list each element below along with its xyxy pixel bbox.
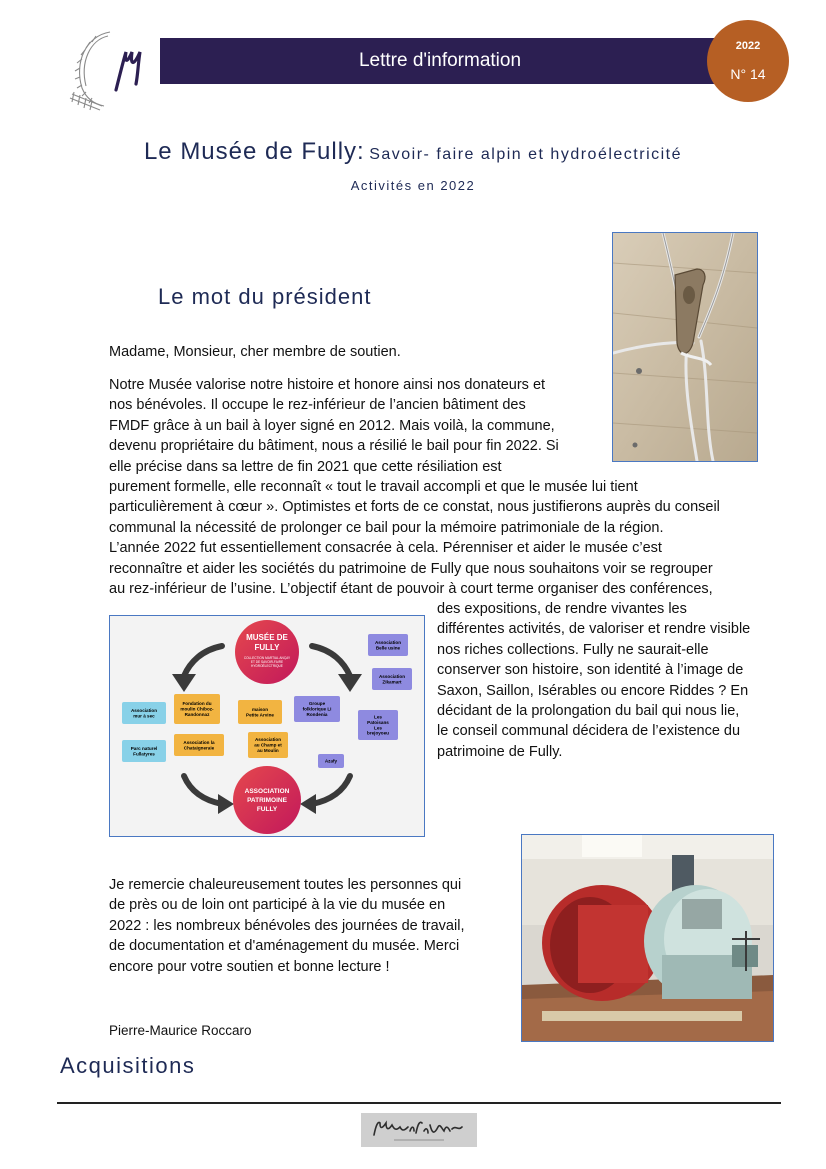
association-box-label: Association <box>130 707 158 713</box>
museum-circle-label: COLLECTION MARTIAL ANÇAY <box>243 656 291 660</box>
text-line: différentes activités, de valoriser et rendre visible <box>437 621 751 638</box>
association-box-label: Groupe <box>308 701 326 707</box>
text-line: de documentation et d'aménagement du musée. Merci <box>109 938 460 955</box>
association-box <box>238 700 282 724</box>
issue-badge <box>707 20 789 102</box>
museum-circle-label: HYDROÉLECTRIQUE <box>251 664 283 668</box>
president-paragraph-1 <box>109 375 720 599</box>
museum-circle-label: FULLY <box>254 643 280 652</box>
newsletter-banner <box>160 38 720 84</box>
president-heading: Le mot du président <box>158 284 372 309</box>
text-line: 2022 : les nombreux bénévoles des journées de travail, <box>109 917 465 934</box>
text-line: nos bénévoles. Il occupe le rez-inférieur de l’ancien bâtiment des <box>109 397 526 414</box>
association-box <box>174 734 224 756</box>
association-box-label: Association la <box>183 739 215 745</box>
association-box-label: au Moulin <box>257 748 279 753</box>
association-box <box>358 710 398 740</box>
activities-subtitle: Activités en 2022 <box>350 178 476 193</box>
association-box-label: Les <box>374 714 382 720</box>
text-line: L’année 2022 fut essentiellement consacrée à cela. Pérenniser et aider le musée c’est <box>109 540 662 557</box>
issue-number: N° 14 <box>730 66 766 82</box>
text-line: purement formelle, elle reconnaît « tout le travail accompli et que le musée lui tient <box>109 479 638 496</box>
museum-title: Le Musée de Fully: <box>143 138 365 165</box>
president-paragraph-2 <box>109 875 464 977</box>
text-line: conserver son histoire, son identité à l’image de <box>437 662 744 679</box>
association-box-label: Association <box>374 639 402 645</box>
text-line: FMDF grâce à un bail à loyer signé en 2012. Mais voilà, la commune, <box>109 417 555 434</box>
association-box <box>368 634 408 656</box>
museum-circle <box>235 620 299 684</box>
association-circle-label: ASSOCIATION <box>244 788 290 795</box>
association-box-label: Rondenia <box>306 712 328 717</box>
association-box-label: Patoisans <box>367 719 389 725</box>
arrow-bottom-left <box>184 776 222 804</box>
text-line: le conseil communal décidera de l’existence du <box>437 723 741 740</box>
association-box <box>318 754 344 768</box>
association-box-label: Petite Arvine <box>246 712 274 718</box>
association-box-label: Belle usine <box>375 645 401 651</box>
association-box-label: folklorique Li <box>302 706 332 712</box>
association-box-label: Fullatyres <box>133 751 155 757</box>
text-line: des expositions, de rendre vivantes les <box>437 601 687 617</box>
association-box-label: maison <box>251 706 269 712</box>
greeting-text <box>109 342 401 362</box>
association-circle-label: FULLY <box>256 806 278 813</box>
association-box <box>174 694 220 724</box>
text-line: communal la nécessité de prolonger ce bail pour la mémoire patrimoniale de la région. <box>109 519 664 536</box>
association-box-label: Les <box>374 725 382 731</box>
text-line: devenu propriétaire du bâtiment, nous a résilié le bail pour fin 2022. Si <box>109 438 559 455</box>
association-box <box>122 702 166 724</box>
association-box-label: Chataigneraie <box>183 745 215 751</box>
association-box-label: mur à sec <box>133 713 155 719</box>
association-box-label: Azafy <box>324 758 338 764</box>
association-box-label: Association <box>378 673 406 679</box>
association-box-label: brejoyoeu <box>367 730 389 736</box>
association-diagram <box>109 615 425 837</box>
museum-circle-label: ET DE SAVOIR-FAIRE <box>250 660 284 664</box>
association-box-label: moulin Chiboz- <box>180 706 214 712</box>
issue-year: 2022 <box>735 40 761 52</box>
text-line: Notre Musée valorise notre histoire et honore ainsi nos donateurs et <box>109 377 546 393</box>
fondation-logo-icon <box>66 22 162 112</box>
text-line: au rez-inférieur de l’usine. L’objectif étant de pouvoir à court terme organiser des conférences, <box>109 581 713 598</box>
association-box <box>122 740 166 762</box>
text-line: nos riches collections. Fully ne saurait-elle <box>437 641 709 658</box>
association-box-label: Association <box>254 737 282 743</box>
president-paragraph-1-continued <box>437 599 750 762</box>
association-box-label: au Champ et <box>254 742 282 748</box>
text-line: Je remercie chaleureusement toutes les personnes qui <box>109 877 462 893</box>
arrow-top-left <box>184 646 222 676</box>
association-box <box>372 668 412 690</box>
text-line: patrimoine de Fully. <box>437 743 563 760</box>
generator-photo <box>521 834 774 1042</box>
text-line: Saxon, Saillon, Isérables ou encore Riddes ? En <box>437 682 749 699</box>
association-circle-label: PATRIMOINE <box>247 797 287 804</box>
signature: Pierre-Maurice Roccaro <box>109 1023 252 1038</box>
text-line: elle précise dans sa lettre de fin 2021 que cette résiliation est <box>109 458 502 475</box>
footer-divider <box>57 1102 781 1104</box>
association-box <box>248 732 288 758</box>
text-line: de près ou de loin ont participé à la vie du musée en <box>109 897 446 914</box>
text-line: encore pour votre soutien et bonne lecture ! <box>109 958 390 975</box>
document-title <box>0 138 826 166</box>
arrow-bottom-right <box>312 776 350 804</box>
text-line: décidant de la prolongation du bail qui nous lie, <box>437 703 740 720</box>
text-line: reconnaître et aider les sociétés du patrimoine de Fully que nous souhaitons voir se regrouper <box>109 560 713 577</box>
signature-block <box>109 1021 252 1041</box>
greeting: Madame, Monsieur, cher membre de soutien. <box>109 344 401 360</box>
association-box-label: Fondation du <box>182 701 212 707</box>
arrow-top-right <box>312 646 350 676</box>
association-box-label: Randonnaz <box>184 712 210 717</box>
text-line: particulièrement à cœur ». Optimistes et forts de ce constat, nous justifierons auprès du conseil <box>109 499 720 516</box>
museum-circle-label: MUSÉE DE <box>246 633 288 642</box>
acquisitions-heading: Acquisitions <box>60 1053 196 1078</box>
fondation-footer-logo <box>361 1113 477 1147</box>
museum-subtitle: Savoir- faire alpin et hydroélectricité <box>369 146 683 163</box>
association-box-label: Parc naturel <box>130 745 158 751</box>
banner-title: Lettre d'information <box>358 50 522 71</box>
association-box-label: Zikamart <box>382 679 402 685</box>
association-box <box>294 696 340 722</box>
